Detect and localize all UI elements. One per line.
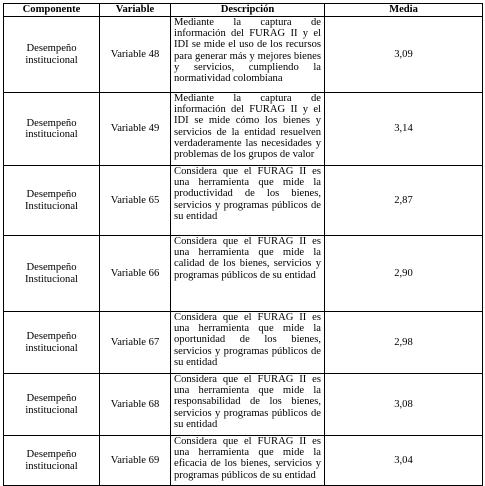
cell-media: 3,08: [325, 374, 483, 436]
table-row: [4, 436, 483, 486]
cell-media: 3,04: [325, 436, 483, 486]
cell-variable: Variable 66: [100, 236, 171, 312]
header-media: Media: [325, 4, 483, 17]
table-row: [4, 93, 483, 166]
header-descripcion: Descripción: [171, 4, 325, 17]
cell-descripcion: Mediante la captura de información del FURAG II y el IDI se mide cómo los bienes y servicios de la entidad resuelven verdaderamente las necesidades y problemas de los grupos de valor: [171, 93, 325, 166]
table-row: [4, 17, 483, 93]
cell-componente: Desempeño institucional: [4, 17, 100, 93]
header-variable: Variable: [100, 4, 171, 17]
table-row: [4, 374, 483, 436]
results-table: [3, 3, 483, 486]
cell-descripcion: Considera que el FURAG II es una herramienta que mide la eficacia de los bienes, servicios y programas públicos de su entidad: [171, 436, 325, 486]
cell-variable: Variable 49: [100, 93, 171, 166]
cell-componente: Desempeño Institucional: [4, 166, 100, 236]
cell-media: 2,90: [325, 236, 483, 312]
cell-componente: Desempeño institucional: [4, 312, 100, 374]
cell-descripcion: Considera que el FURAG II es una herramienta que mide la responsabilidad de los bienes, servicios y programas públicos de su entidad: [171, 374, 325, 436]
cell-componente: Desempeño institucional: [4, 93, 100, 166]
cell-descripcion: Considera que el FURAG II es una herramienta que mide la oportunidad de los bienes, servicios y programas públicos de su entidad: [171, 312, 325, 374]
cell-componente: Desempeño institucional: [4, 436, 100, 486]
cell-variable: Variable 67: [100, 312, 171, 374]
cell-descripcion: Mediante la captura de información del FURAG II y el IDI se mide el uso de los recursos para generar más y mejores bienes y servicios, cumpliendo la normatividad colombiana: [171, 17, 325, 93]
cell-media: 2,87: [325, 166, 483, 236]
cell-variable: Variable 65: [100, 166, 171, 236]
table-row: [4, 166, 483, 236]
cell-componente: Desempeño institucional: [4, 374, 100, 436]
table-row: [4, 312, 483, 374]
cell-media: 2,98: [325, 312, 483, 374]
cell-media: 3,14: [325, 93, 483, 166]
cell-descripcion: Considera que el FURAG II es una herramienta que mide la calidad de los bienes, servicios y programas públicos de su entidad: [171, 236, 325, 312]
cell-media: 3,09: [325, 17, 483, 93]
cell-componente: Desempeño Institucional: [4, 236, 100, 312]
cell-variable: Variable 68: [100, 374, 171, 436]
header-row: [4, 4, 483, 17]
cell-variable: Variable 69: [100, 436, 171, 486]
cell-descripcion: Considera que el FURAG II es una herramienta que mide la productividad de los bienes, servicios y programas públicos de su entidad: [171, 166, 325, 236]
table-row: [4, 236, 483, 312]
cell-variable: Variable 48: [100, 17, 171, 93]
header-componente: Componente: [4, 4, 100, 17]
